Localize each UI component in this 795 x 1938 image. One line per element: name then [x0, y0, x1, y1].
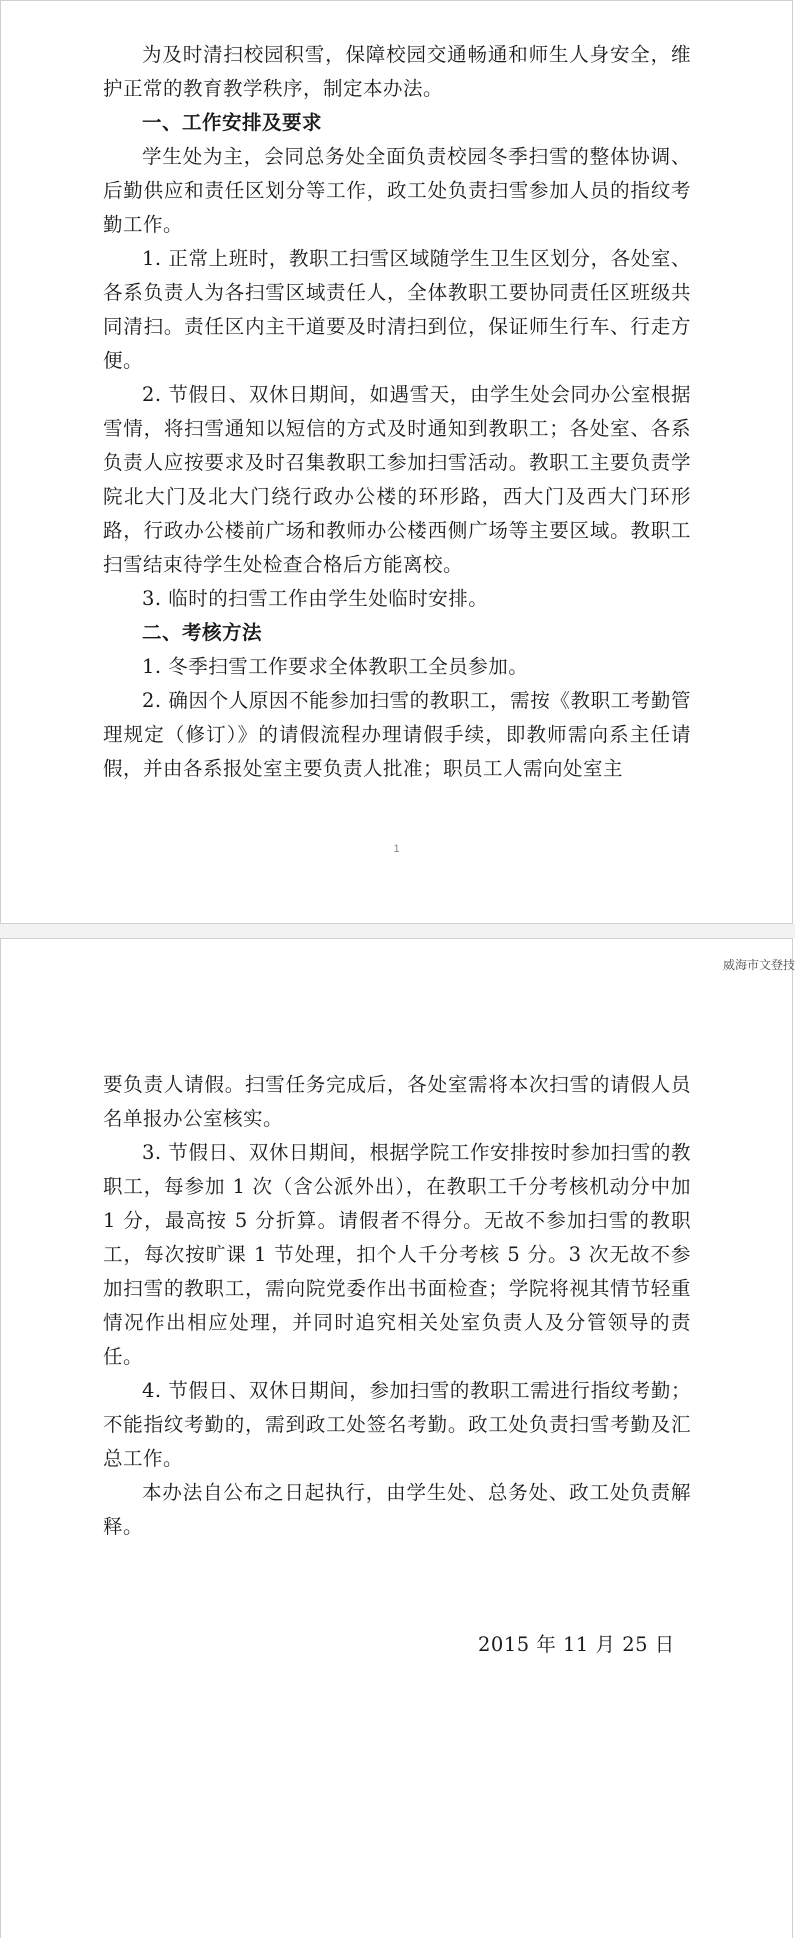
document-date: 2015 年 11 月 25 日: [478, 1633, 675, 1656]
section1-item-1: 1. 正常上班时，教职工扫雪区域随学生卫生区划分，各处室、各系负责人为各扫雪区域责任人，全体教职工要协同责任区班级共同清扫。责任区内主干道要及时清扫到位，保证师生行车、行走方便。: [103, 247, 691, 372]
page-gap: [0, 924, 795, 938]
continuation-paragraph: 要负责人请假。扫雪任务完成后，各处室需将本次扫雪的请假人员名单报办公室核实。: [103, 1073, 691, 1130]
section1-item-3: 3. 临时的扫雪工作由学生处临时安排。: [142, 587, 489, 610]
section-heading-work-arrangement: 一、工作安排及要求: [142, 111, 323, 134]
page-number: 1: [393, 843, 400, 855]
intro-paragraph: 为及时清扫校园积雪，保障校园交通畅通和师生人身安全，维护正常的教育教学秩序，制定本办法。: [103, 43, 691, 100]
watermark-text: 威海市文登技: [723, 958, 795, 972]
page-1-body: [103, 38, 691, 786]
section2-item-2: 2. 确因个人原因不能参加扫雪的教职工，需按《教职工考勤管理规定（修订）》的请假流程办理请假手续，即教师需向系主任请假，并由各系报处室主要负责人批准；职员工人需向处室主: [103, 689, 691, 780]
section2-item-3: 3. 节假日、双休日期间，根据学院工作安排按时参加扫雪的教职工，每参加 1 次（含公派外出），在教职工千分考核机动分中加 1 分，最高按 5 分折算。请假者不得分。无故不参加扫雪的教职工，每次按旷课 1 节处理，扣个人千分考核 5 分。3 次无故不参加扫雪的教职工，需向院党委作出书面检查；学院将视其情节轻重情况作出相应处理，并同时追究相关处室负责人及分管领导的责任。: [103, 1141, 691, 1368]
section2-item-4: 4. 节假日、双休日期间，参加扫雪的教职工需进行指纹考勤；不能指纹考勤的，需到政工处签名考勤。政工处负责扫雪考勤及汇总工作。: [103, 1379, 691, 1470]
closing-paragraph: 本办法自公布之日起执行，由学生处、总务处、政工处负责解释。: [103, 1481, 691, 1538]
section1-item-2: 2. 节假日、双休日期间，如遇雪天，由学生处会同办公室根据雪情，将扫雪通知以短信的方式及时通知到教职工；各处室、各系负责人应按要求及时召集教职工参加扫雪活动。教职工主要负责学院北大门及北大门绕行政办公楼的环形路，西大门及西大门环形路，行政办公楼前广场和教师办公楼西侧广场等主要区域。教职工扫雪结束待学生处检查合格后方能离校。: [103, 383, 691, 576]
page-2-body: [103, 1068, 691, 1544]
section1-paragraph: 学生处为主，会同总务处全面负责校园冬季扫雪的整体协调、后勤供应和责任区划分等工作，政工处负责扫雪参加人员的指纹考勤工作。: [103, 145, 691, 236]
section2-item-1: 1. 冬季扫雪工作要求全体教职工全员参加。: [142, 655, 529, 678]
section-heading-assessment: 二、考核方法: [142, 621, 263, 644]
